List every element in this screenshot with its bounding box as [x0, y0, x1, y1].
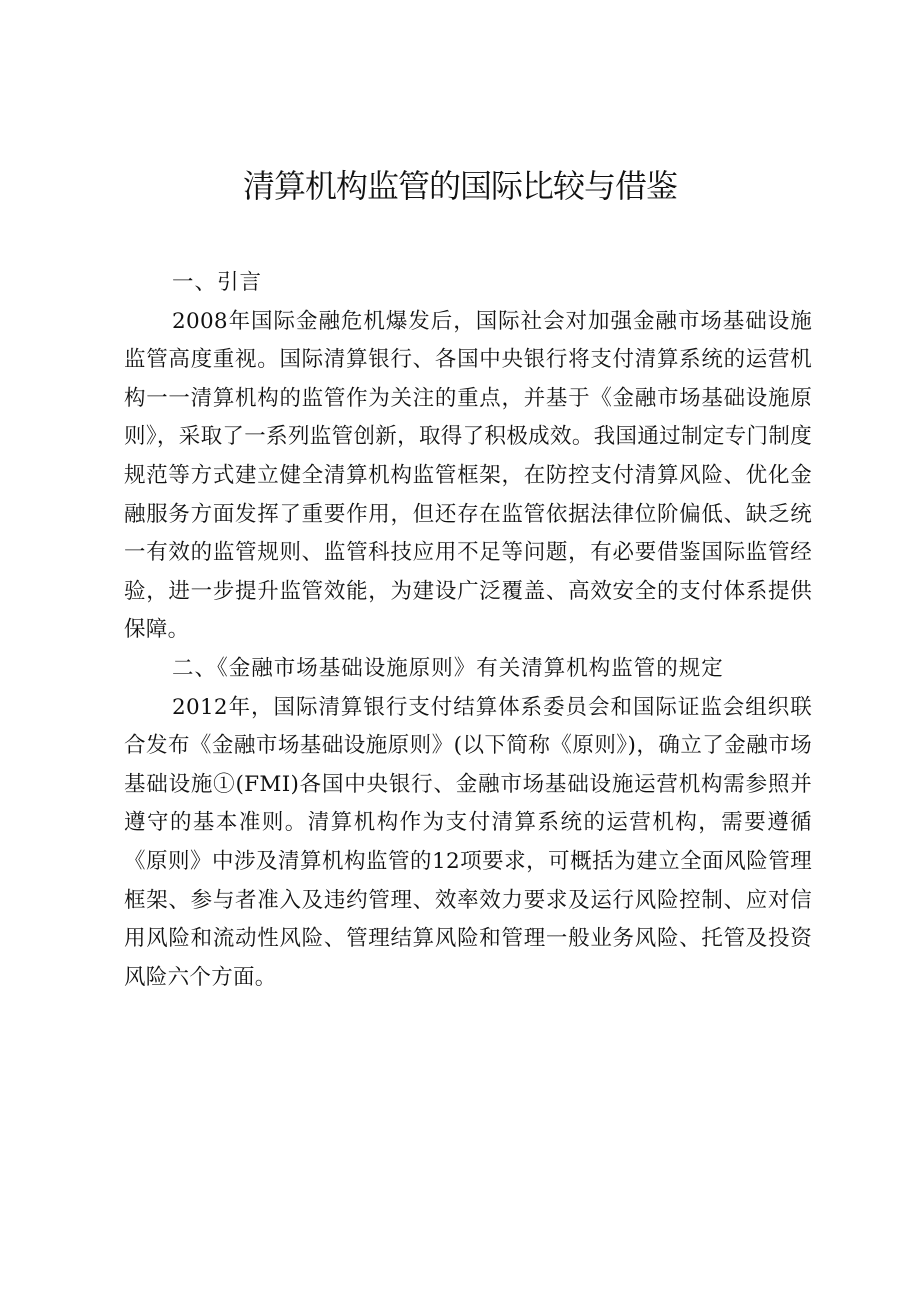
- document-body: [124, 264, 812, 997]
- section-paragraph-fmi-principles: 2012年，国际清算银行支付结算体系委员会和国际证监会组织联合发布《金融市场基础设施原则》(以下简称《原则》)，确立了金融市场基础设施①(FMI)各国中央银行、金融市场基础设施运营机构需参照并遵守的基本准则。清算机构作为支付清算系统的运营机构，需要遵循《原则》中涉及清算机构监管的12项要求，可概括为建立全面风险管理框架、参与者准入及违约管理、效率效力要求及运行风险控制、应对信用风险和流动性风险、管理结算风险和管理一般业务风险、托管及投资风险六个方面。: [124, 694, 812, 990]
- section-heading-introduction: 一、引言: [172, 270, 263, 295]
- document-title: 清算机构监管的国际比较与借鉴: [242, 167, 677, 205]
- section-heading-fmi-principles: 二、《金融市场基础设施原则》有关清算机构监管的规定: [172, 655, 724, 681]
- section-paragraph-introduction: 2008年国际金融危机爆发后，国际社会对加强金融市场基础设施监管高度重视。国际清算银行、各国中央银行将支付清算系统的运营机构一一清算机构的监管作为关注的重点，并基于《金融市场基础设施原则》，采取了一系列监管创新，取得了积极成效。我国通过制定专门制度规范等方式建立健全清算机构监管框架，在防控支付清算风险、优化金融服务方面发挥了重要作用，但还存在监管依据法律位阶偏低、缺乏统一有效的监管规则、监管科技应用不足等问题，有必要借鉴国际监管经验，进一步提升监管效能，为建设广泛覆盖、高效安全的支付体系提供保障。: [124, 308, 812, 643]
